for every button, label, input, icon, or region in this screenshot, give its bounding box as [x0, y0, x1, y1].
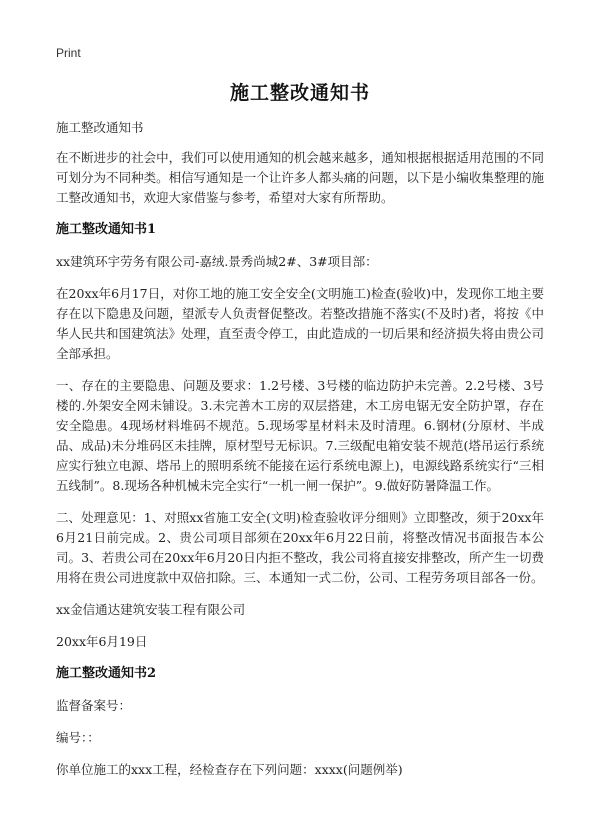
- page-title: 施工整改通知书: [229, 82, 370, 104]
- intro-title: 施工整改通知书: [56, 120, 144, 135]
- document-body: [56, 118, 544, 792]
- section1-paragraph-3: 二、处理意见：1、对照xx省施工安全(文明)检查验收评分细则》立即整改，须于20xx年6月21日前完成。2、贵公司项目部须在20xx年6月22日前，将整改情况书面报告本公司。3、若贵公司在20xx年6月20日内拒不整改，我公司将直接安排整改，所产生一切费用将在贵公司进度款中双倍扣除。三、本通知一式二份，公司、工程劳务项目部各一份。: [56, 510, 544, 585]
- section1-paragraph-1: 在20xx年6月17日，对你工地的施工安全安全(文明施工)检查(验收)中，发现你工地主要存在以下隐患及问题，望派专人负责督促整改。若整改措施不落实(不及时)者，将按《中华人民共和国建筑法》处理，直至责令停工，由此造成的一切后果和经济损失将由贵公司全部承担。: [56, 286, 544, 361]
- section2-paragraph-1: 你单位施工的xxx工程，经检查存在下列问题：xxxx(问题例举): [56, 762, 403, 777]
- print-label[interactable]: Print: [56, 46, 81, 60]
- section1-paragraph-2: 一、存在的主要隐患、问题及要求：1.2号楼、3号楼的临边防护未完善。2.2号楼、3号楼的.外架安全网未铺设。3.未完善木工房的双层搭建，木工房电锯无安全防护罩，存在安全隐患。4现场材料堆码不规范。5.现场零星材料未及时清理。6.钢材(分原材、半成品、成品)未分堆码区未挂牌，原材型号无标识。7.三级配电箱安装不规范(塔吊运行系统应实行独立电源、塔吊上的照明系统不能接在运行系统电源上)，电源线路系统实行“三相五线制”。8.现场各种机械未完全实行“一机一闸一保护”。9.做好防暑降温工作。: [56, 378, 544, 493]
- section1-addressee: xx建筑环宇劳务有限公司-嘉绒.景秀尚城2#、3#项目部：: [56, 254, 378, 269]
- intro-paragraph: 在不断进步的社会中，我们可以使用通知的机会越来越多，通知根据根据适用范围的不同可划分为不同种类。相信写通知是一个让许多人都头痛的问题，以下是小编收集整理的施工整改通知书，欢迎大家借鉴与参考，希望对大家有所帮助。: [56, 150, 544, 205]
- section1-signer: xx金信通达建筑安装工程有限公司: [56, 602, 246, 617]
- section2-record-number: 监督备案号：: [56, 698, 132, 713]
- section2-heading: 施工整改通知书2: [56, 666, 157, 681]
- section1-date: 20xx年6月19日: [56, 634, 148, 649]
- section1-heading: 施工整改通知书1: [56, 222, 157, 237]
- section2-serial-number: 编号：：: [56, 730, 100, 745]
